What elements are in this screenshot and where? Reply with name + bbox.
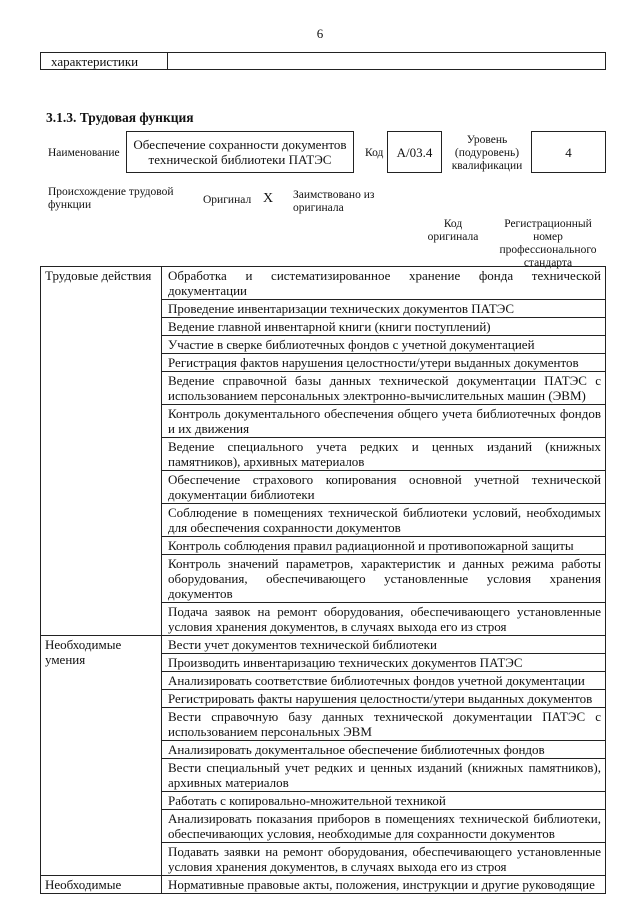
labor-actions-item: Контроль соблюдения правил радиационной и противопожарной защиты (162, 537, 606, 555)
original-mark: X (263, 191, 274, 206)
section-title: 3.1.3. Трудовая функция (46, 110, 194, 125)
knowledge-item: Нормативные правовые акты, положения, инструкции и другие руководящие (162, 876, 606, 894)
labor-actions-item: Ведение главной инвентарной книги (книги поступлений) (162, 318, 606, 336)
table-row (41, 267, 606, 300)
function-name-box (126, 131, 354, 173)
labor-actions-item: Регистрация фактов нарушения целостности/утери выданных документов (162, 354, 606, 372)
labor-actions-item: Подача заявок на ремонт оборудования, обеспечивающего установленные условия хранения документов, в случаях выхода его из строя (162, 603, 606, 636)
reg-number-label: Регистрационный номер профессионального стандарта (499, 218, 597, 269)
labor-actions-item: Контроль значений параметров, характеристик и данных режима работы оборудования, обеспечивающего установленные условия хранения документов (162, 555, 606, 603)
labor-actions-item: Проведение инвентаризации технических документов ПАТЭС (162, 300, 606, 318)
labor-actions-item: Ведение специального учета редких и ценных изданий (книжных памятников), архивных материалов (162, 438, 606, 471)
continuation-cell: характеристики (41, 53, 168, 69)
skills-item: Вести учет документов технической библиотеки (162, 636, 606, 654)
labor-actions-item: Обработка и систематизированное хранение фонда технической документации (162, 267, 606, 300)
level-box (531, 131, 606, 173)
skills-item: Регистрировать факты нарушения целостности/утери выданных документов (162, 690, 606, 708)
continuation-table-row (40, 52, 606, 70)
knowledge-category: Необходимые (41, 876, 162, 894)
skills-category: Необходимые умения (41, 636, 162, 876)
labor-actions-item: Контроль документального обеспечения общего учета библиотечных фондов и их движения (162, 405, 606, 438)
skills-item: Вести специальный учет редких и ценных изданий (книжных памятников), архивных материалов (162, 759, 606, 792)
skills-item: Производить инвентаризацию технических документов ПАТЭС (162, 654, 606, 672)
skills-item: Работать с копировально-множительной техникой (162, 792, 606, 810)
labor-actions-item: Участие в сверке библиотечных фондов с учетной документацией (162, 336, 606, 354)
origin-label: Происхождение трудовой функции (48, 186, 174, 211)
code-original-label: Код оригинала (427, 218, 479, 243)
name-label: Наименование (48, 147, 120, 159)
labor-actions-item: Обеспечение страхового копирования основной учетной технической документации библиотеки (162, 471, 606, 504)
code-box (387, 131, 442, 173)
borrowed-label: Заимствовано из оригинала (293, 189, 375, 214)
level-value: 4 (565, 145, 572, 160)
skills-item: Анализировать документальное обеспечение библиотечных фондов (162, 741, 606, 759)
labor-actions-item: Соблюдение в помещениях технической библиотеки условий, необходимых для обеспечения сохранности документов (162, 504, 606, 537)
original-label: Оригинал (203, 194, 252, 206)
labor-function-table (40, 266, 606, 894)
skills-item: Подавать заявки на ремонт оборудования, обеспечивающего установленные условия хранения документов, в случаях выхода его из строя (162, 843, 606, 876)
code-value: А/03.4 (396, 145, 433, 160)
page-number: 6 (316, 26, 324, 41)
level-label: Уровень (подуровень) квалификации (451, 134, 523, 172)
labor-actions-category: Трудовые действия (41, 267, 162, 636)
skills-item: Анализировать показания приборов в помещениях технической библиотеки, обеспечивающих условия, необходимые для сохранности документов (162, 810, 606, 843)
code-label: Код (365, 147, 384, 159)
skills-item: Анализировать соответствие библиотечных фондов учетной документации (162, 672, 606, 690)
labor-actions-item: Ведение справочной базы данных технической документации ПАТЭС с использованием персональных электронно-вычислительных машин (ЭВМ) (162, 372, 606, 405)
table-row (41, 636, 606, 654)
table-row (41, 876, 606, 894)
skills-item: Вести справочную базу данных технической документации ПАТЭС с использованием персональных ЭВМ (162, 708, 606, 741)
function-name: Обеспечение сохранности документов технической библиотеки ПАТЭС (133, 137, 347, 167)
